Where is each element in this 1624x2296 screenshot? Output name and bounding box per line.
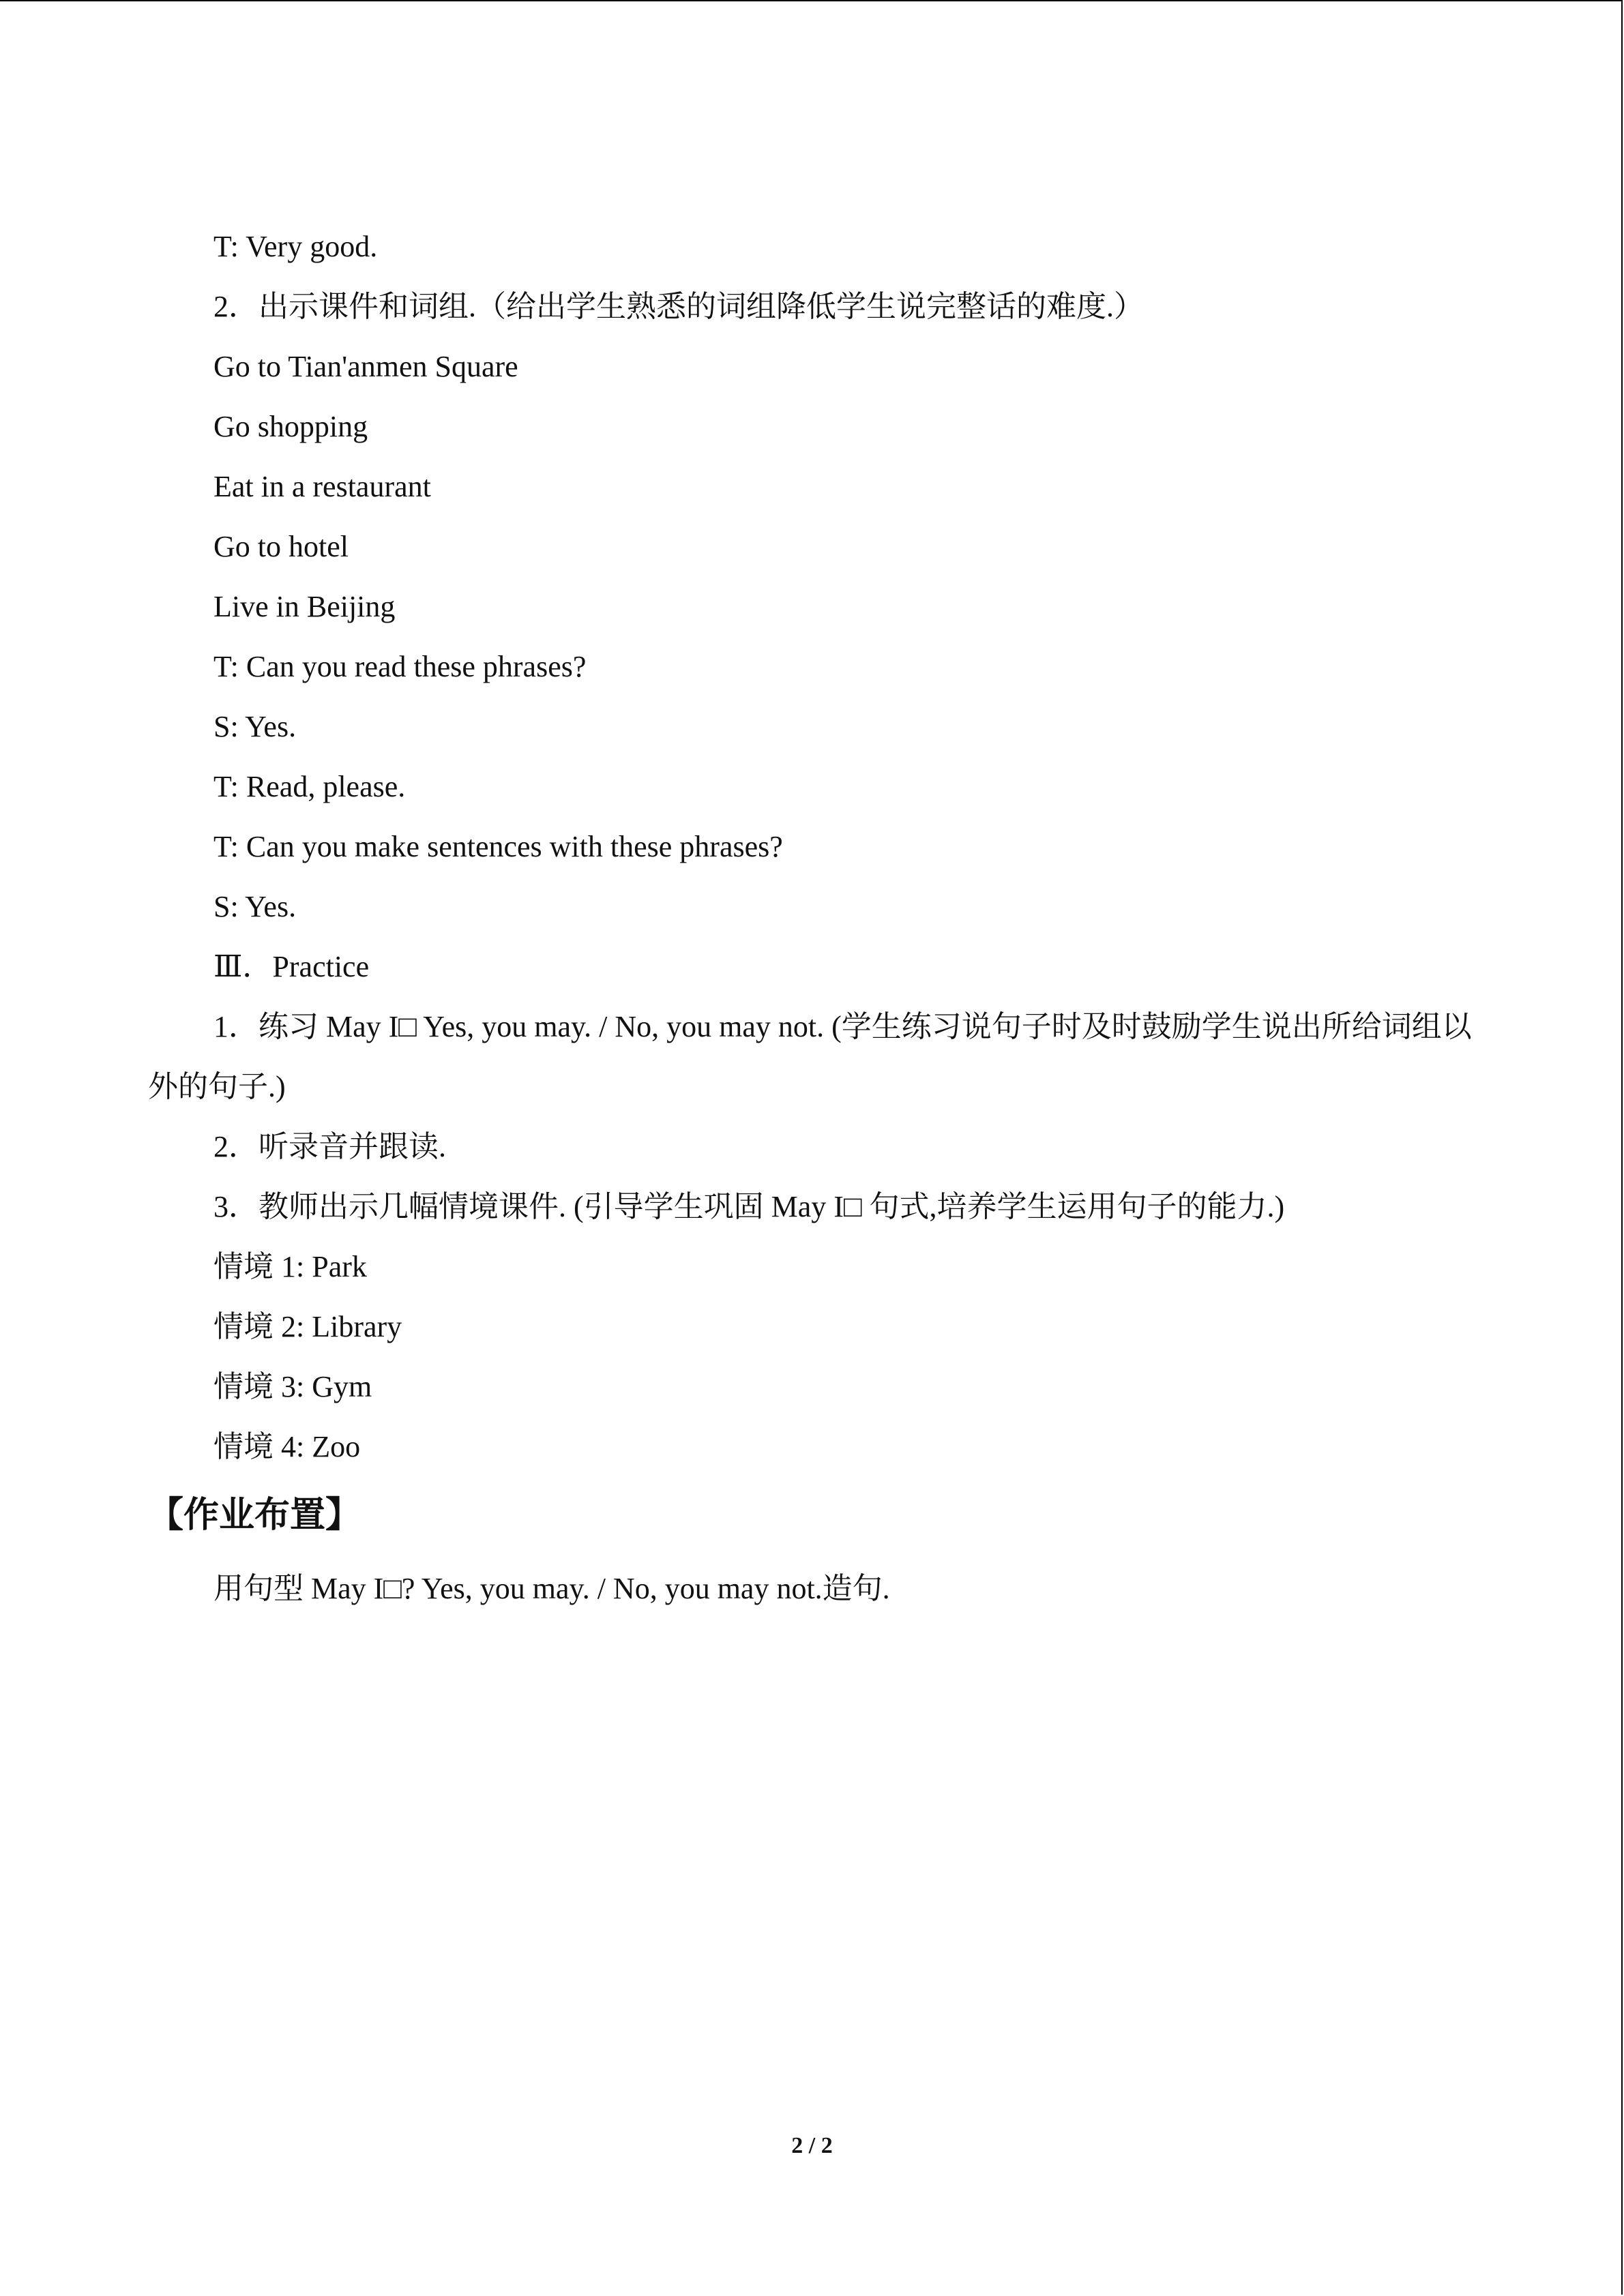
- scenario-line: 情境 3: Gym: [213, 1370, 372, 1403]
- homework-text: 用句型 May I□? Yes, you may. / No, you may not.造句.: [213, 1572, 890, 1605]
- scenario-line: 情境 2: Library: [213, 1310, 402, 1343]
- scenario-line: 情境 1: Park: [213, 1250, 367, 1283]
- text-line: T: Very good.: [213, 230, 378, 263]
- dialogue-line: S: Yes.: [213, 890, 297, 923]
- practice-item-3: 3．教师出示几幅情境课件. (引导学生巩固 May I□ 句式,培养学生运用句子的能力.): [213, 1190, 1285, 1223]
- phrase-line: Go to hotel: [213, 530, 349, 563]
- scenario-line: 情境 4: Zoo: [213, 1430, 361, 1463]
- practice-item-2: 2．听录音并跟读.: [213, 1130, 446, 1163]
- section-title-practice: Ⅲ．Practice: [213, 950, 370, 983]
- phrase-line: Go to Tian'anmen Square: [213, 350, 518, 383]
- document-body: [148, 217, 1485, 1619]
- phrase-line: Eat in a restaurant: [213, 470, 431, 503]
- text-line: 2．出示课件和词组.（给出学生熟悉的词组降低学生说完整话的难度.）: [213, 290, 1144, 323]
- phrase-line: Go shopping: [213, 410, 368, 443]
- practice-item-1: 1．练习 May I□ Yes, you may. / No, you may not. (学生练习说句子时及时鼓励学生说出所给词组以外的句子.): [148, 1010, 1472, 1103]
- page-number: 2 / 2: [791, 2133, 833, 2158]
- homework-heading: 【作业布置】: [148, 1495, 361, 1536]
- dialogue-line: T: Can you make sentences with these phrases?: [213, 830, 783, 863]
- dialogue-line: T: Read, please.: [213, 770, 406, 803]
- dialogue-line: S: Yes.: [213, 710, 297, 743]
- dialogue-line: T: Can you read these phrases?: [213, 650, 587, 683]
- phrase-line: Live in Beijing: [213, 590, 396, 623]
